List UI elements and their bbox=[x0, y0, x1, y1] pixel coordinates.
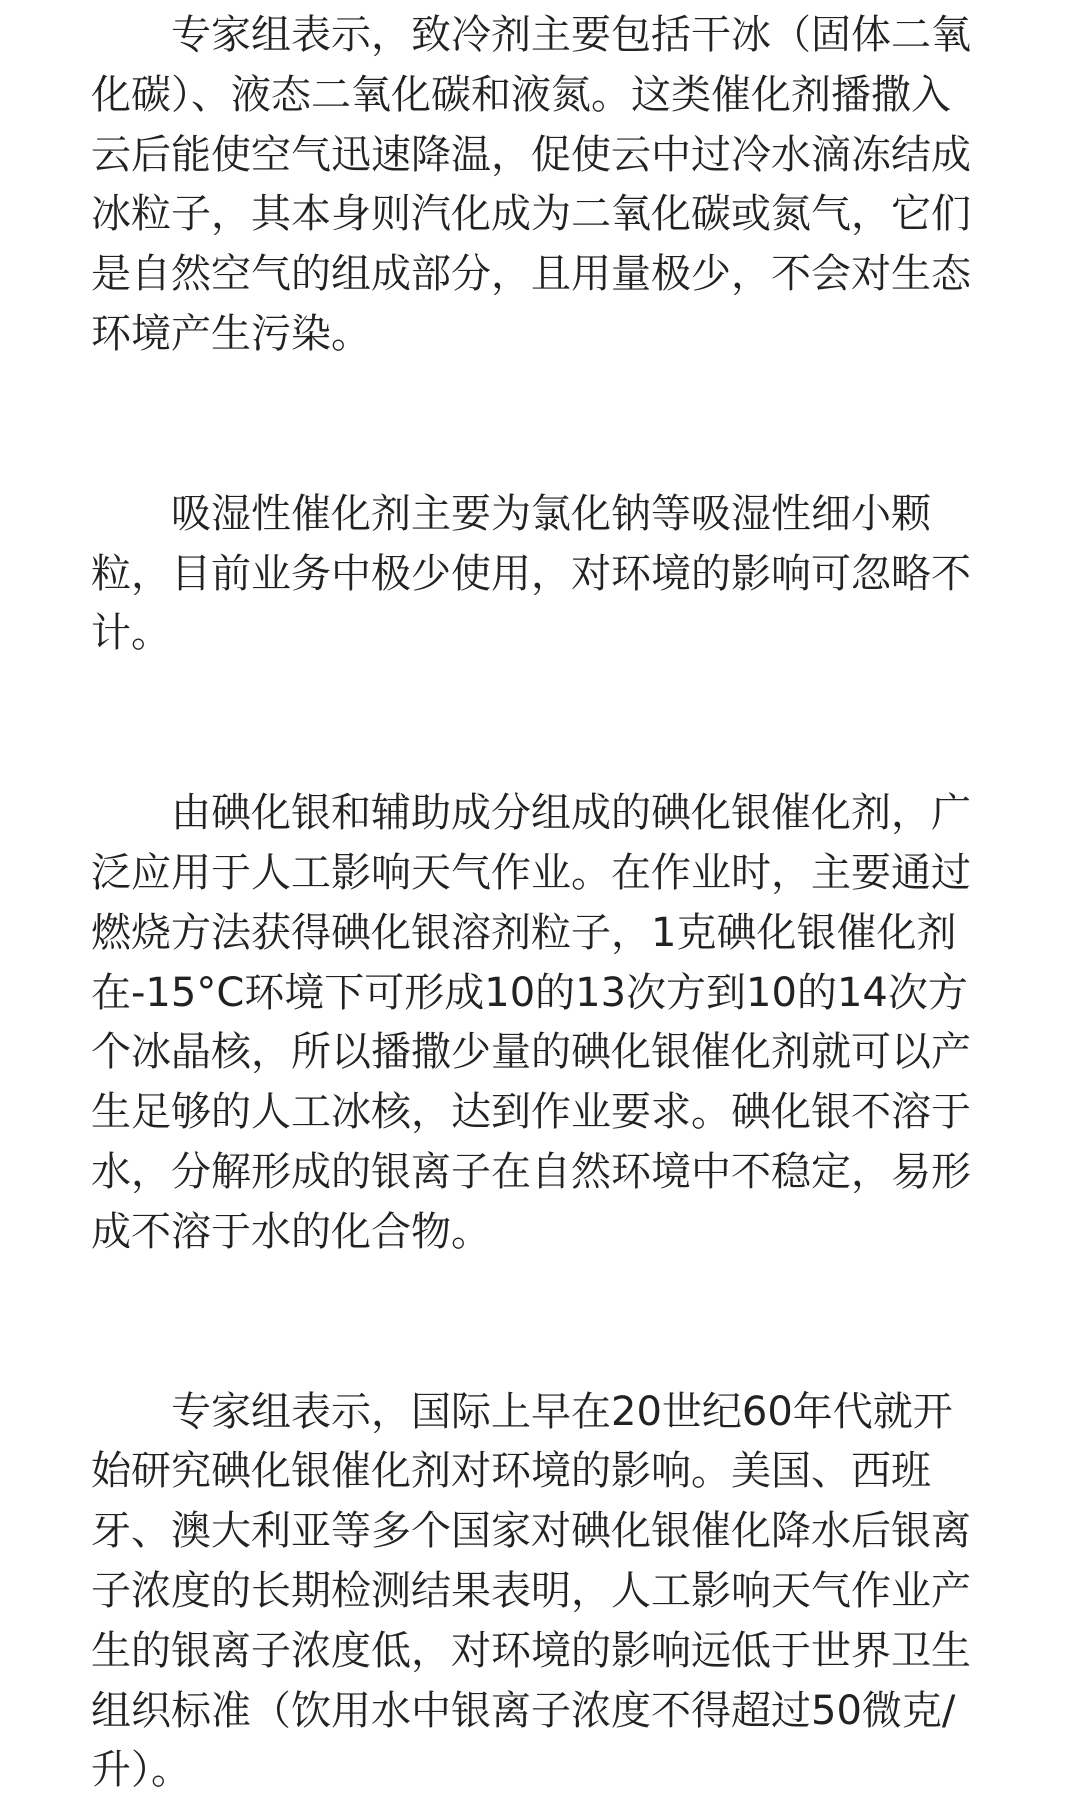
article-body bbox=[91, 6, 979, 1801]
paragraph-silver-iodide-agents: 由碘化银和辅助成分组成的碘化银催化剂，广泛应用于人工影响天气作业。在作业时，主要通过燃烧方法获得碘化银溶剂粒子，1克碘化银催化剂在-15°C环境下可形成10的13次方到10的14次方个冰晶核，所以播撒少量的碘化银催化剂就可以产生足够的人工冰核，达到作业要求。碘化银不溶于水，分解形成的银离子在自然环境中不稳定，易形成不溶于水的化合物。 bbox=[91, 790, 971, 1255]
paragraph-international-research: 专家组表示，国际上早在20世纪60年代就开始研究碘化银催化剂对环境的影响。美国、西班牙、澳大利亚等多个国家对碘化银催化降水后银离子浓度的长期检测结果表明，人工影响天气作业产生的银离子浓度低，对环境的影响远低于世界卫生组织标准（饮用水中银离子浓度不得超过50微克/升）。 bbox=[91, 1388, 971, 1794]
paragraph-refrigerant-agents: 专家组表示，致冷剂主要包括干冰（固体二氧化碳）、液态二氧化碳和液氮。这类催化剂播撒入云后能使空气迅速降温，促使云中过冷水滴冻结成冰粒子，其本身则汽化成为二氧化碳或氮气，它们是自然空气的组成部分，且用量极少，不会对生态环境产生污染。 bbox=[91, 12, 971, 357]
paragraph-hygroscopic-agents: 吸湿性催化剂主要为氯化钠等吸湿性细小颗粒，目前业务中极少使用，对环境的影响可忽略不计。 bbox=[91, 490, 971, 657]
